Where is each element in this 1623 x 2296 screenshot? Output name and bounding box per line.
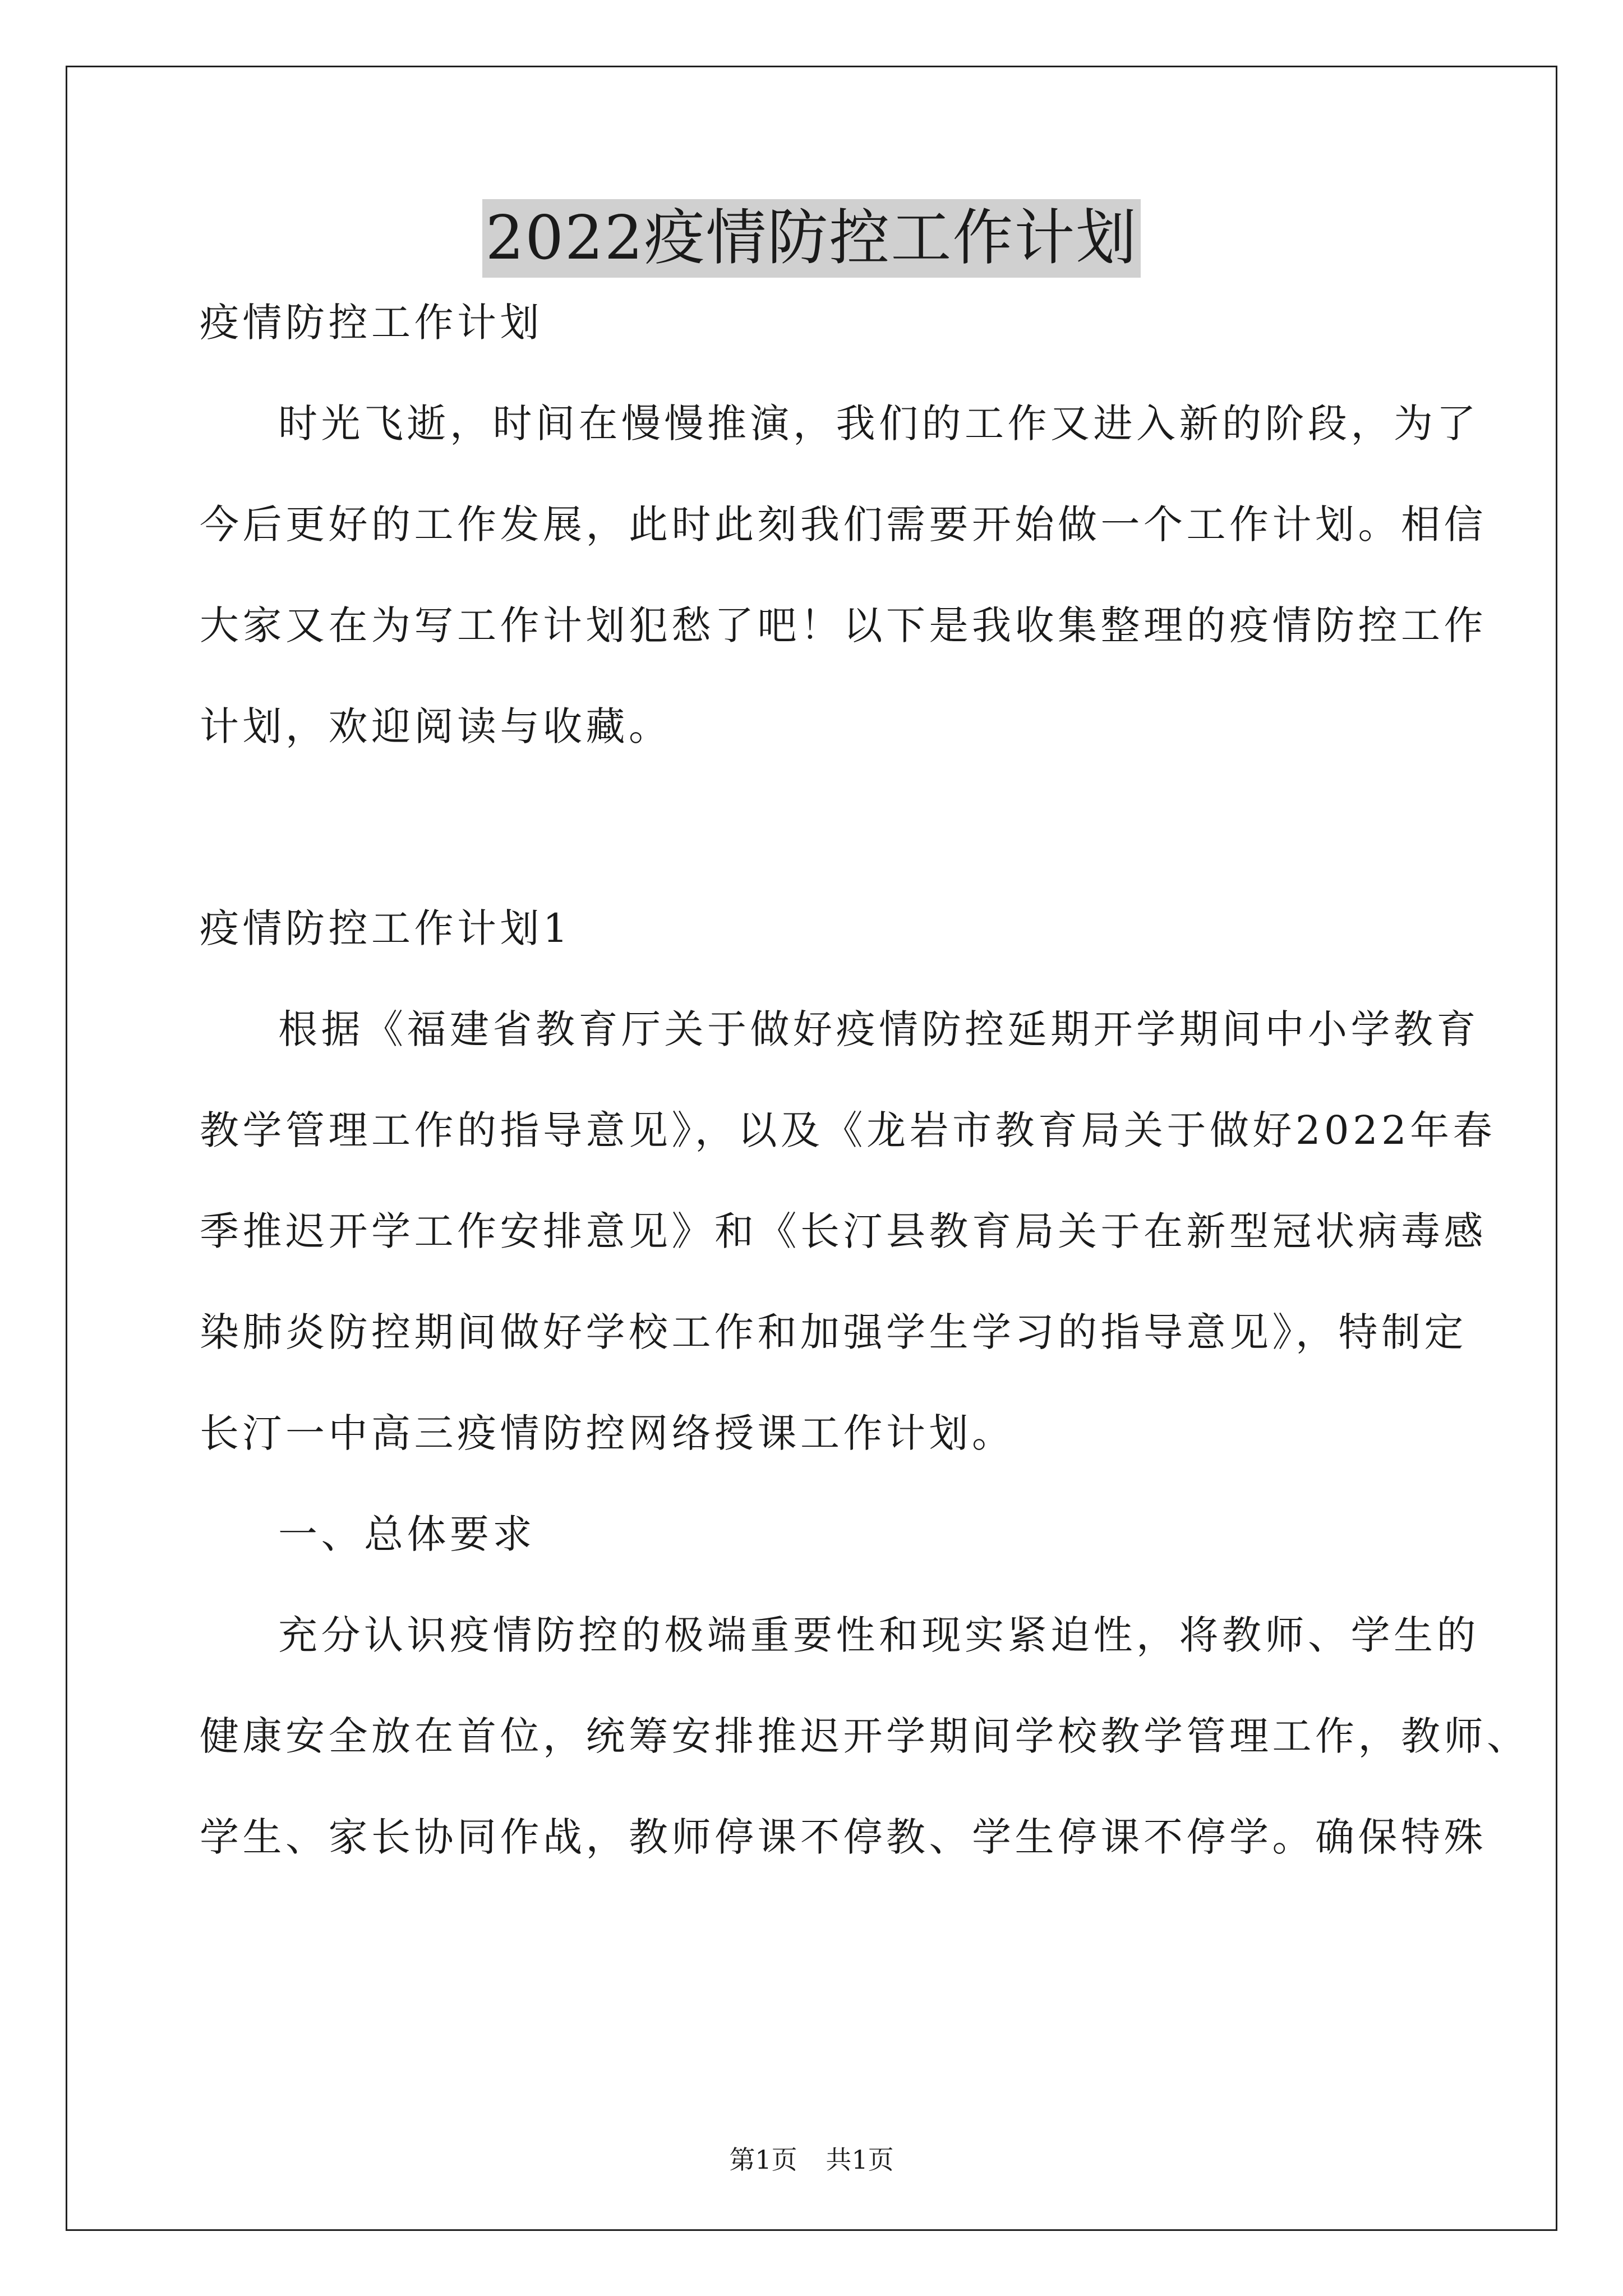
paragraph-line: 健康安全放在首位，统筹安排推迟开学期间学校教学管理工作，教师、 xyxy=(200,1713,1530,1759)
paragraph-line: 教学管理工作的指导意见》，以及《龙岩市教育局关于做好2022年春 xyxy=(200,1107,1496,1153)
paragraph-line: 染肺炎防控期间做好学校工作和加强学生学习的指导意见》，特制定 xyxy=(200,1309,1467,1355)
paragraph-line: 时光飞逝，时间在慢慢推演，我们的工作又进入新的阶段，为了 xyxy=(278,401,1479,447)
paragraph-line: 学生、家长协同作战，教师停课不停教、学生停课不停学。确保特殊 xyxy=(200,1814,1487,1860)
paragraph-line: 充分认识疫情防控的极端重要性和现实紧迫性，将教师、学生的 xyxy=(278,1612,1479,1658)
paragraph-line: 季推迟开学工作安排意见》和《长汀县教育局关于在新型冠状病毒感 xyxy=(200,1208,1487,1254)
paragraph-line: 根据《福建省教育厅关于做好疫情防控延期开学期间中小学教育 xyxy=(278,1006,1479,1052)
paragraph-line: 今后更好的工作发展，此时此刻我们需要开始做一个工作计划。相信 xyxy=(200,501,1487,547)
paragraph-line: 一、总体要求 xyxy=(278,1511,536,1557)
paragraph-line: 大家又在为写工作计划犯愁了吧！以下是我收集整理的疫情防控工作 xyxy=(200,602,1487,648)
document-title-wrap xyxy=(0,199,1623,278)
page-footer xyxy=(0,2143,1623,2177)
page-number: 第1页 xyxy=(729,2145,797,2175)
paragraph-line: 长汀一中高三疫情防控网络授课工作计划。 xyxy=(200,1410,1015,1456)
paragraph-line: 疫情防控工作计划1 xyxy=(200,905,572,951)
document-title: 2022疫情防控工作计划 xyxy=(482,199,1141,278)
paragraph-line: 计划，欢迎阅读与收藏。 xyxy=(200,703,672,749)
paragraph-line: 疫情防控工作计划 xyxy=(200,300,543,346)
page-total: 共1页 xyxy=(826,2145,894,2175)
